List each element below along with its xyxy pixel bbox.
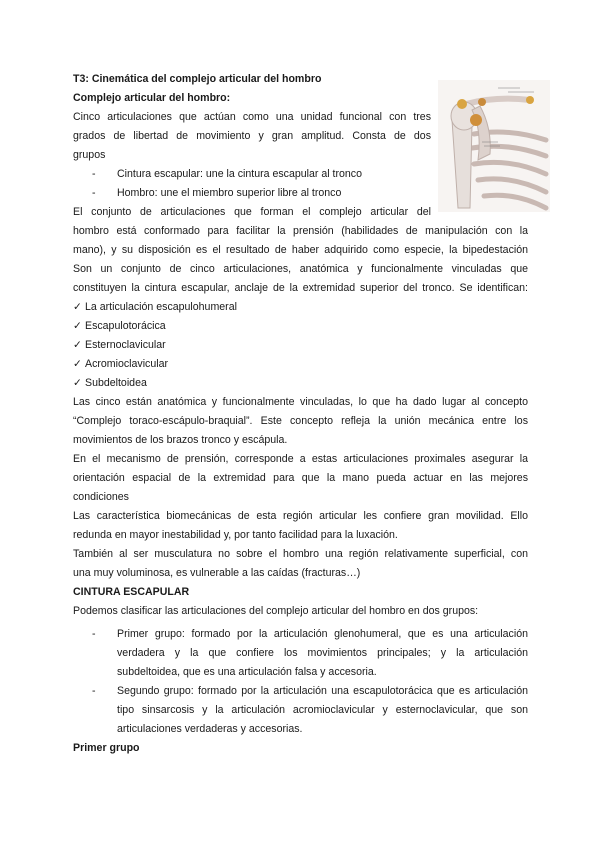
bullet-2-line-2: tipo sinsarcosis y la articulación acromioclavicular y esternoclavicular, que son: [117, 704, 528, 716]
paragraph-4-line-3: condiciones: [73, 491, 129, 503]
document-title: T3: Cinemática del complejo articular del hombro: [73, 73, 322, 85]
group-item: Hombro: une el miembro superior libre al tronco: [117, 187, 342, 199]
paragraph-1-line-1: El conjunto de articulaciones que forman el complejo articular del: [73, 206, 431, 218]
checklist-label: La articulación escapulohumeral: [85, 301, 237, 313]
check-icon: ✓: [73, 358, 82, 370]
paragraph-4-line-1: En el mecanismo de prensión, corresponde a estas articulaciones proximales asegurar la: [73, 453, 528, 465]
section-heading: CINTURA ESCAPULAR: [73, 586, 190, 598]
check-icon: ✓: [73, 339, 82, 351]
checklist-label: Subdeltoidea: [85, 377, 147, 389]
checklist-label: Acromioclavicular: [85, 358, 169, 370]
paragraph-2-line-1: Son un conjunto de cinco articulaciones, anatómica y funcionalmente vinculadas que: [73, 263, 528, 275]
paragraph-3-line-2: “Complejo toraco-escápulo-braquial”. Este concepto refleja la unión mecánica entre los: [73, 415, 528, 427]
paragraph-3-line-3: movimientos de los brazos tronco y escápula.: [73, 434, 288, 446]
bullet-1-line-1: Primer grupo: formado por la articulación glenohumeral, que es una articulación: [117, 628, 528, 640]
paragraph-7: Podemos clasificar las articulaciones del complejo articular del hombro en dos grupos:: [73, 605, 479, 617]
bullet-2-line-3: articulaciones verdaderas y accesorias.: [117, 723, 303, 735]
checklist-label: Esternoclavicular: [85, 339, 166, 351]
intro-line-3: grupos: [73, 149, 106, 161]
final-heading: Primer grupo: [73, 742, 140, 754]
checklist-item: [73, 320, 166, 333]
checklist-item: [73, 339, 166, 352]
intro-line-2: grados de libertad de movimiento y gran amplitud. Consta de dos: [73, 130, 431, 142]
checklist-item: [73, 377, 147, 390]
paragraph-2-line-2: constituyen la cintura escapular, anclaje de la extremidad superior del tronco. Se identifican:: [73, 282, 528, 294]
check-icon: ✓: [73, 377, 82, 389]
paragraph-1-line-2: hombro está conformado para facilitar la prensión (habilidades de manipulación con la: [73, 225, 528, 237]
group-item: Cintura escapular: une la cintura escapular al tronco: [117, 168, 362, 180]
paragraph-1-line-3: mano), y su disposición es el resultado de haber adquirido como especie, la bipedestación: [73, 244, 528, 256]
paragraph-4-line-2: orientación espacial de la extremidad para que la mano pueda actuar en las mejores: [73, 472, 528, 484]
shoulder-anatomy-illustration: [438, 80, 550, 212]
paragraph-6-line-1: También al ser musculatura no sobre el hombro una región relativamente superficial, con: [73, 548, 528, 560]
paragraph-5-line-2: redunda en mayor inestabilidad y, por tanto facilidad para la luxación.: [73, 529, 398, 541]
dash-marker: -: [92, 628, 96, 640]
paragraph-3-line-1: Las cinco están anatómica y funcionalmente vinculadas, lo que ha dado lugar al concepto: [73, 396, 528, 408]
checklist-label: Escapulotorácica: [85, 320, 166, 332]
bullet-1-line-2: verdadera y la que confiere los movimientos principales; y la articulación: [117, 647, 528, 659]
checklist-item: [73, 301, 237, 314]
paragraph-6-line-2: una muy voluminosa, es vulnerable a las caídas (fracturas…): [73, 567, 361, 579]
check-icon: ✓: [73, 301, 82, 313]
intro-line-1: Cinco articulaciones que actúan como una unidad funcional con tres: [73, 111, 431, 123]
bullet-1-line-3: subdeltoidea, que es una articulación falsa y accesoria.: [117, 666, 377, 678]
bullet-2-line-1: Segundo grupo: formado por la articulación una escapulotorácica que es articulación: [117, 685, 528, 697]
paragraph-5-line-1: Las característica biomecánicas de esta región articular les confiere gran movilidad. Ello: [73, 510, 528, 522]
dash-marker: -: [92, 168, 96, 180]
dash-marker: -: [92, 187, 96, 199]
checklist-item: [73, 358, 168, 371]
dash-marker: -: [92, 685, 96, 697]
section-subtitle: Complejo articular del hombro:: [73, 92, 231, 104]
check-icon: ✓: [73, 320, 82, 332]
